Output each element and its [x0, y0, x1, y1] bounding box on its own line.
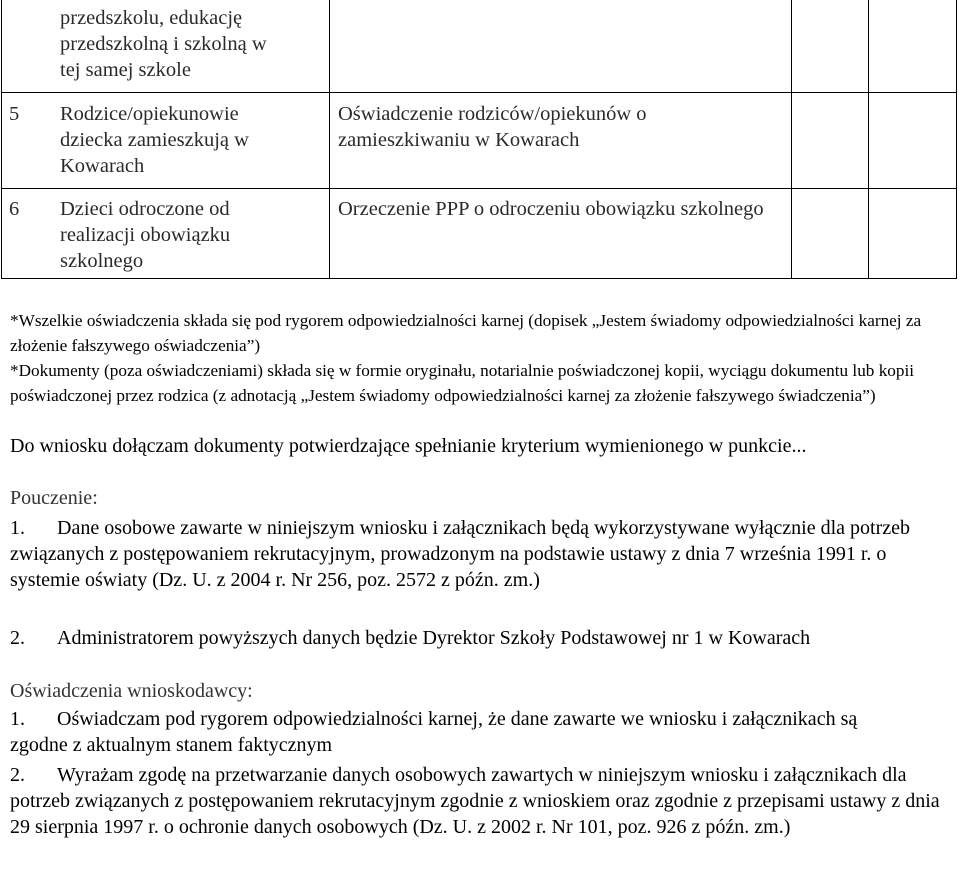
table-cell-criterion: Rodzice/opiekunowie dziecka zamieszkują w Kowarach	[60, 103, 249, 177]
table-border-col4	[868, 0, 869, 279]
item-text: Administratorem powyższych danych będzie Dyrektor Szkoły Podstawowej nr 1 w Kowarach	[57, 627, 811, 649]
declaration-item	[10, 706, 900, 758]
criteria-table	[0, 0, 960, 279]
attach-statement: Do wniosku dołączam dokumenty potwierdzające spełnianie kryterium wymienionego w punkcie...	[10, 435, 807, 457]
declaration-item	[10, 762, 945, 840]
table-cell-number: 6	[9, 198, 20, 220]
table-border-col3	[791, 0, 792, 279]
item-number: 1.	[10, 708, 25, 730]
instruction-item	[10, 515, 945, 593]
instruction-item	[10, 625, 900, 651]
table-cell-document: Orzeczenie PPP o odroczeniu obowiązku szkolnego	[338, 198, 764, 220]
item-number: 1.	[10, 517, 25, 539]
table-row-divider	[1, 188, 957, 189]
item-text: Oświadczam pod rygorem odpowiedzialności karnej, że dane zawarte we wniosku i załącznikach są zgodne z aktualnym stanem faktycznym	[10, 708, 858, 756]
note-documents: *Dokumenty (poza oświadczeniami) składa się w formie oryginału, notarialnie poświadczonej kopii, wyciągu dokumentu lub kopii poświadczonej przez rodzica (z adnotacją „Jestem świadomy odpowiedzialności karnej za złożenie fałszywego świadczenia”)	[10, 361, 915, 405]
declarations-heading: Oświadczenia wnioskodawcy:	[10, 680, 253, 702]
table-border-bottom	[1, 278, 957, 279]
note-statements: *Wszelkie oświadczenia składa się pod rygorem odpowiedzialności karnej (dopisek „Jestem świadomy odpowiedzialności karnej za złożenie fałszywego oświadczenia”)	[10, 311, 922, 355]
item-number: 2.	[10, 627, 25, 649]
table-cell-document: Oświadczenie rodziców/opiekunów o zamieszkiwaniu w Kowarach	[338, 103, 647, 151]
instruction-heading: Pouczenie:	[10, 487, 98, 509]
table-row-divider	[1, 92, 957, 93]
item-text: Dane osobowe zawarte w niniejszym wniosku i załącznikach będą wykorzystywane wyłącznie dla potrzeb związanych z postępowaniem rekrutacyjnym, prowadzonym na podstawie ustawy z dnia 7 września 1991 r. o systemie oświaty (Dz. U. z 2004 r. Nr 256, poz. 2572 z późn. zm.)	[10, 517, 911, 591]
table-cell-criterion: przedszkolu, edukację przedszkolną i szkolną w tej samej szkole	[60, 7, 267, 81]
table-border-right	[956, 0, 957, 279]
item-text: Wyrażam zgodę na przetwarzanie danych osobowych zawartych w niniejszym wniosku i załącznikach dla potrzeb związanych z postępowaniem rekrutacyjnym zgodnie z wnioskiem oraz zgodnie z przepisami ustawy z dnia 29 sierpnia 1997 r. o ochronie danych osobowych (Dz. U. z 2002 r. Nr 101, poz. 926 z późn. zm.)	[10, 764, 940, 838]
table-border-col2	[329, 0, 330, 279]
table-cell-criterion: Dzieci odroczone od realizacji obowiązku szkolnego	[60, 198, 231, 272]
item-number: 2.	[10, 764, 25, 786]
table-border-left	[1, 0, 2, 279]
table-cell-number: 5	[9, 103, 20, 125]
